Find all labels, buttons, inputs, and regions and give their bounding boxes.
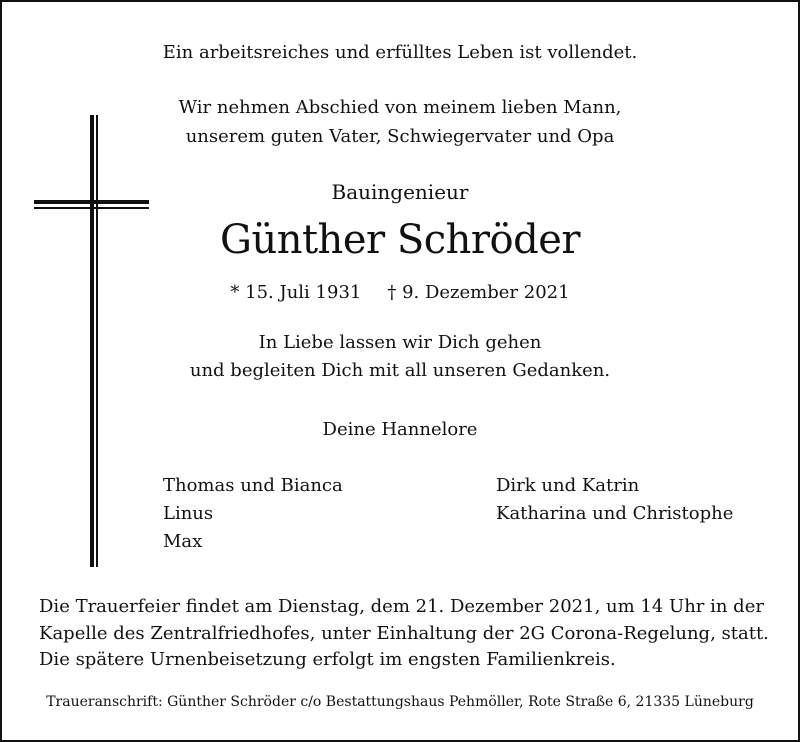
urn-info: Die spätere Urnenbeisetzung erfolgt im engsten Familienkreis. xyxy=(39,649,616,670)
death-date: † 9. Dezember 2021 xyxy=(387,282,570,303)
family-right-column xyxy=(496,472,733,528)
birth-date: * 15. Juli 1931 xyxy=(230,282,362,303)
profession: Bauingenieur xyxy=(331,180,469,204)
funeral-info xyxy=(39,593,779,647)
family-member: Katharina und Christophe xyxy=(496,503,734,524)
funeral-line-1: Die Trauerfeier findet am Dienstag, dem 21. Dezember 2021, um 14 Uhr in der xyxy=(39,596,764,617)
family-member: Dirk und Katrin xyxy=(496,475,640,496)
deceased-name: Günther Schröder xyxy=(220,217,580,263)
funeral-line-2: Kapelle des Zentralfriedhofes, unter Einhaltung der 2G Corona-Regelung, statt. xyxy=(39,623,769,644)
cross-horizontal-thin-bar xyxy=(34,207,149,209)
intro-line-1: Wir nehmen Abschied von meinem lieben Mann, xyxy=(178,97,622,118)
wife-signature: Deine Hannelore xyxy=(322,419,478,440)
life-dates xyxy=(0,282,800,303)
family-left-column xyxy=(163,472,343,556)
intro-line-2: unserem guten Vater, Schwiegervater und Opa xyxy=(185,126,615,147)
verse-line-1: In Liebe lassen wir Dich gehen xyxy=(258,332,542,353)
verse-line-2: und begleiten Dich mit all unseren Gedanken. xyxy=(189,360,611,381)
family-member: Max xyxy=(163,531,203,552)
mourning-address: Traueranschrift: Günther Schröder c/o Bestattungshaus Pehmöller, Rote Straße 6, 21335 Lüneburg xyxy=(46,694,754,710)
family-member: Thomas und Bianca xyxy=(163,475,343,496)
family-member: Linus xyxy=(163,503,214,524)
motto: Ein arbeitsreiches und erfülltes Leben ist vollendet. xyxy=(162,42,638,63)
